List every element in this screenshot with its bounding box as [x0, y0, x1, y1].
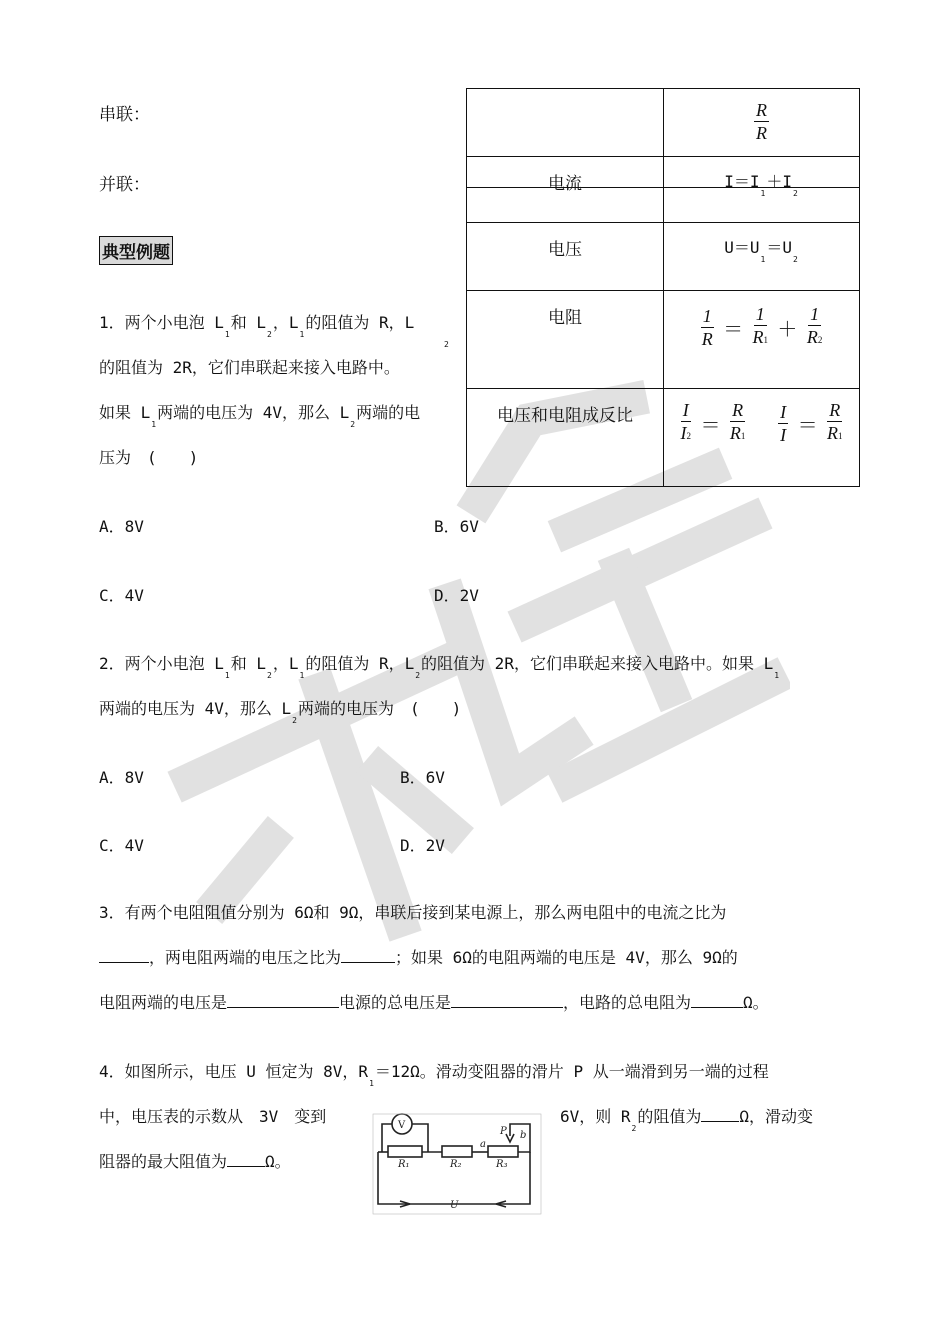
- slider-p-label: P: [500, 1126, 507, 1137]
- q1-text: 两端的电压为 4V，那么 L: [157, 403, 350, 422]
- comparison-table: [466, 88, 860, 487]
- q2-text: 2．两个小电泡 L: [99, 654, 224, 673]
- q1-line-3: [99, 400, 420, 429]
- r3-label: R₃: [496, 1159, 508, 1170]
- table-cell-voltage-formula: $U=U_1=U_2$: [664, 223, 860, 291]
- q2-option-b[interactable]: B．6V: [400, 768, 445, 787]
- voltmeter-label: V: [398, 1120, 406, 1131]
- q3-text: 电源的总电压是: [339, 993, 452, 1012]
- fraction-i: I: [780, 401, 787, 422]
- table-cell-ratio-formula: $\frac{I}{I2}$ ＝ $\frac{R}{R1}$ $\frac{I}{I}$ ＝ $\frac{R}{R1}$: [664, 389, 860, 487]
- q4-blank-2[interactable]: [227, 1152, 265, 1167]
- sub-2: 2: [792, 189, 798, 198]
- q1-option-a[interactable]: A．8V: [99, 517, 144, 536]
- q4-line-3: [99, 1149, 291, 1172]
- q3-blank-3[interactable]: [227, 993, 339, 1008]
- q2-text: 和 L: [230, 654, 267, 673]
- sub-1: 1: [837, 431, 843, 441]
- q4-line-2a: 中，电压表的示数从 3V 变到: [99, 1107, 327, 1126]
- point-a-label: a: [480, 1139, 486, 1150]
- sub-1: 1: [763, 335, 768, 345]
- fraction-one: 1: [755, 304, 765, 324]
- q2-text: ，L: [272, 654, 299, 673]
- resistance-label: 电阻: [548, 308, 582, 328]
- typical-examples-heading: 典型例题: [99, 236, 173, 265]
- q3-blank-1[interactable]: [99, 948, 149, 963]
- q2-text: 的阻值为 R，L: [305, 654, 415, 673]
- sub-2: 2: [686, 431, 692, 441]
- table-cell-current-formula: $I=I_1+I_2$: [664, 157, 860, 223]
- q3-blank-5[interactable]: [691, 993, 743, 1008]
- q4-text: Ω。: [265, 1152, 291, 1171]
- point-b-label: b: [520, 1130, 527, 1141]
- q2-line-2: [99, 696, 461, 725]
- q3-blank-2[interactable]: [341, 948, 395, 963]
- table-cell-empty: [467, 89, 664, 157]
- q1-text: 的阻值为 R，L: [305, 313, 415, 332]
- q4-text: ＝12Ω。滑动变阻器的滑片 P 从一端滑到另一端的过程: [374, 1062, 769, 1081]
- current-label: 电流: [548, 174, 582, 194]
- sub-1: 1: [740, 431, 746, 441]
- q1-option-b[interactable]: B．6V: [434, 517, 479, 536]
- equals-sign: ＝: [797, 414, 818, 437]
- table-cell-voltage-label: [467, 223, 664, 291]
- sub-2: 2: [631, 1124, 637, 1133]
- q2-text: 的阻值为 2R，它们串联起来接入电路中。如果 L: [421, 654, 774, 673]
- equals-sign: ＝: [700, 414, 721, 437]
- plus-sign: ＋: [766, 172, 783, 191]
- q4-text: Ω，滑动变: [739, 1107, 814, 1126]
- table-cell-resistance-label: [467, 291, 664, 389]
- q1-sub-2-wrap: [444, 340, 449, 349]
- q4-text: 4．如图所示，电压 U 恒定为 8V，R: [99, 1062, 369, 1081]
- q1-text: 如果 L: [99, 403, 151, 422]
- fraction-numerator: R: [756, 100, 767, 120]
- q2-option-d[interactable]: D．2V: [400, 836, 445, 855]
- voltage-label: 电压: [548, 240, 582, 260]
- sub-2: 2: [267, 671, 272, 680]
- q1-text: 1．两个小电泡 L: [99, 313, 224, 332]
- parallel-label: 并联：: [99, 175, 150, 195]
- q3-line-1: 3．有两个电阻阻值分别为 6Ω和 9Ω，串联后接到某电源上，那么两电阻中的电流之比为: [99, 903, 727, 922]
- table-cell-resistance-fraction: [664, 89, 860, 157]
- table-cell-resistance-formula: $\frac{1}{R}$ ＝ $\frac{1}{R1}$ ＋ $\frac{1}{R2}$: [664, 291, 860, 389]
- ratio-label: 电压和电阻成反比: [497, 406, 633, 426]
- q1-line-4: 压为 ( ): [99, 448, 199, 467]
- circuit-diagram: [370, 1104, 546, 1220]
- q3-text: ；如果 6Ω的电阻两端的电压是 4V，那么 9Ω的: [395, 948, 738, 967]
- sub-2: 2: [292, 716, 297, 725]
- q2-option-a[interactable]: A．8V: [99, 768, 144, 787]
- sub-2: 2: [444, 340, 449, 349]
- q1-text: 和 L: [230, 313, 267, 332]
- current-formula: I＝I: [724, 172, 760, 191]
- q1-text: 两端的电: [356, 403, 421, 422]
- q1-option-d[interactable]: D．2V: [434, 586, 479, 605]
- q4-text: 的阻值为: [637, 1107, 702, 1126]
- series-label: 串联：: [99, 105, 150, 125]
- fraction-r: R: [701, 328, 713, 349]
- q4-blank-1[interactable]: [701, 1107, 739, 1122]
- q3-text: 电阻两端的电压是: [99, 993, 228, 1012]
- q2-line-1: [99, 651, 780, 680]
- q2-text: 两端的电压为 4V，那么 L: [99, 699, 292, 718]
- fraction-r: R: [829, 400, 841, 420]
- plus-sign: ＋: [777, 318, 798, 341]
- q1-line-1: [99, 310, 414, 339]
- sub-1: 1: [224, 671, 230, 680]
- fraction-r: R: [732, 400, 744, 420]
- sub-1: 1: [299, 330, 305, 339]
- q2-option-c[interactable]: C．4V: [99, 836, 144, 855]
- q4-line-1: [99, 1059, 769, 1088]
- voltage-u-label: U: [450, 1200, 459, 1211]
- q4-text: 6V，则 R: [560, 1107, 631, 1126]
- q3-text: ，电路的总电阻为: [563, 993, 692, 1012]
- q3-blank-4[interactable]: [451, 993, 563, 1008]
- q3-text: ，两电阻两端的电压之比为: [149, 948, 342, 967]
- voltage-formula: U＝U: [724, 238, 760, 257]
- q1-line-2: 的阻值为 2R，它们串联起来接入电路中。: [99, 358, 400, 377]
- q1-option-c[interactable]: C．4V: [99, 586, 144, 605]
- sub-1: 1: [369, 1079, 374, 1088]
- sub-1: 1: [299, 671, 305, 680]
- sub-2: 2: [792, 255, 798, 264]
- fraction-i: I: [780, 424, 787, 445]
- sub-2: 2: [350, 420, 356, 429]
- q4-line-2b: [560, 1104, 813, 1133]
- r2-label: R₂: [450, 1159, 462, 1170]
- table-cell-ratio-label: [467, 389, 664, 487]
- fraction-denominator: R: [756, 123, 767, 143]
- sub-1: 1: [151, 420, 157, 429]
- sub-2: 2: [267, 330, 272, 339]
- sub-1: 1: [224, 330, 230, 339]
- sub-2: 2: [817, 335, 823, 345]
- fraction-one: 1: [702, 305, 712, 326]
- q3-line-2: [99, 945, 738, 968]
- r1-label: R₁: [398, 1159, 410, 1170]
- q4-text: 阻器的最大阻值为: [99, 1152, 228, 1171]
- q3-text: Ω。: [743, 993, 769, 1012]
- table-cell-current-label: [467, 157, 664, 223]
- fraction-one: 1: [810, 304, 820, 324]
- fraction-i: I: [682, 400, 689, 420]
- q2-text: 两端的电压为 ( ): [298, 699, 462, 718]
- sub-1: 1: [774, 671, 780, 680]
- q3-line-3: [99, 990, 769, 1013]
- sub-1: 1: [760, 255, 766, 264]
- sub-1: 1: [760, 189, 766, 198]
- q1-text: ，L: [272, 313, 299, 332]
- equals-sign: ＝: [723, 318, 744, 341]
- sub-2: 2: [415, 671, 421, 680]
